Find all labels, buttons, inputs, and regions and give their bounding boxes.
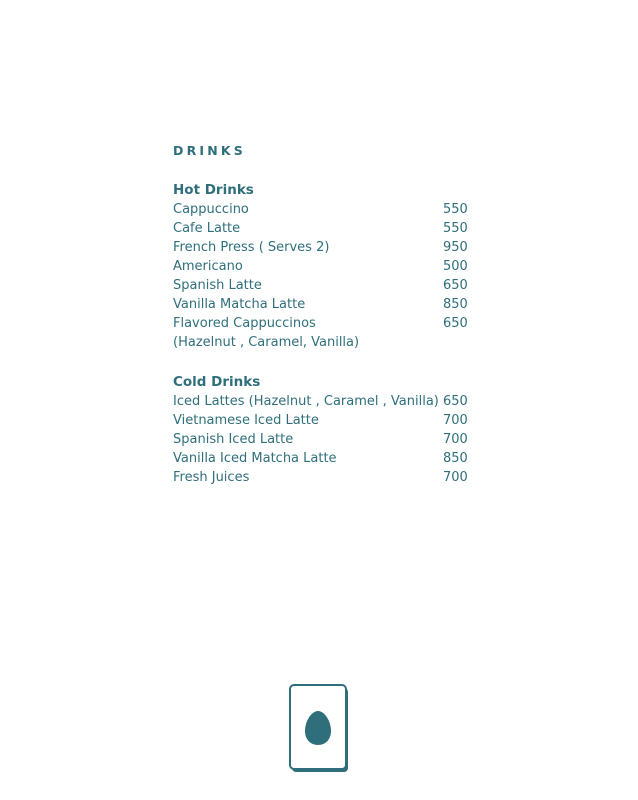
- menu-item: [173, 276, 473, 295]
- item-name: Vietnamese Iced Latte: [173, 413, 319, 428]
- menu-item: [173, 392, 473, 411]
- hot-drinks-section: [173, 181, 473, 352]
- item-price: 500: [443, 259, 468, 274]
- item-name: Vanilla Iced Matcha Latte: [173, 451, 337, 466]
- menu-item: [173, 295, 473, 314]
- hot-drinks-heading: Hot Drinks: [173, 182, 254, 198]
- item-name: Flavored Cappuccinos: [173, 316, 316, 331]
- item-price: 850: [443, 297, 468, 312]
- egg-logo: [289, 684, 349, 772]
- item-price: 700: [443, 432, 468, 447]
- flavor-options-note: (Hazelnut , Caramel, Vanilla): [173, 335, 360, 350]
- cold-drinks-heading: Cold Drinks: [173, 374, 261, 390]
- item-price: 650: [443, 278, 468, 293]
- menu-item: [173, 219, 473, 238]
- item-price: 850: [443, 451, 468, 466]
- item-price: 650: [443, 316, 468, 331]
- menu-item: [173, 449, 473, 468]
- egg-icon: [289, 684, 349, 772]
- item-name: French Press ( Serves 2): [173, 240, 330, 255]
- item-name: Spanish Iced Latte: [173, 432, 294, 447]
- menu-item: [173, 314, 473, 333]
- item-price: 700: [443, 413, 468, 428]
- menu-item: [173, 411, 473, 430]
- menu-item: [173, 257, 473, 276]
- item-name: Iced Lattes (Hazelnut , Caramel , Vanilla): [173, 394, 439, 409]
- item-name: Americano: [173, 259, 243, 274]
- item-price: 550: [443, 221, 468, 236]
- item-name: Fresh Juices: [173, 470, 250, 485]
- item-name: Vanilla Matcha Latte: [173, 297, 306, 312]
- item-name: Cafe Latte: [173, 221, 241, 236]
- menu-item: [173, 430, 473, 449]
- menu-item: [173, 200, 473, 219]
- item-price: 650: [443, 394, 468, 409]
- item-name: Cappuccino: [173, 202, 249, 217]
- item-name: Spanish Latte: [173, 278, 262, 293]
- cold-drinks-section: [173, 373, 473, 487]
- item-price: 700: [443, 470, 468, 485]
- menu-item: [173, 468, 473, 487]
- item-price: 950: [443, 240, 468, 255]
- menu-item: [173, 238, 473, 257]
- menu-title: DRINKS: [173, 143, 247, 158]
- item-price: 550: [443, 202, 468, 217]
